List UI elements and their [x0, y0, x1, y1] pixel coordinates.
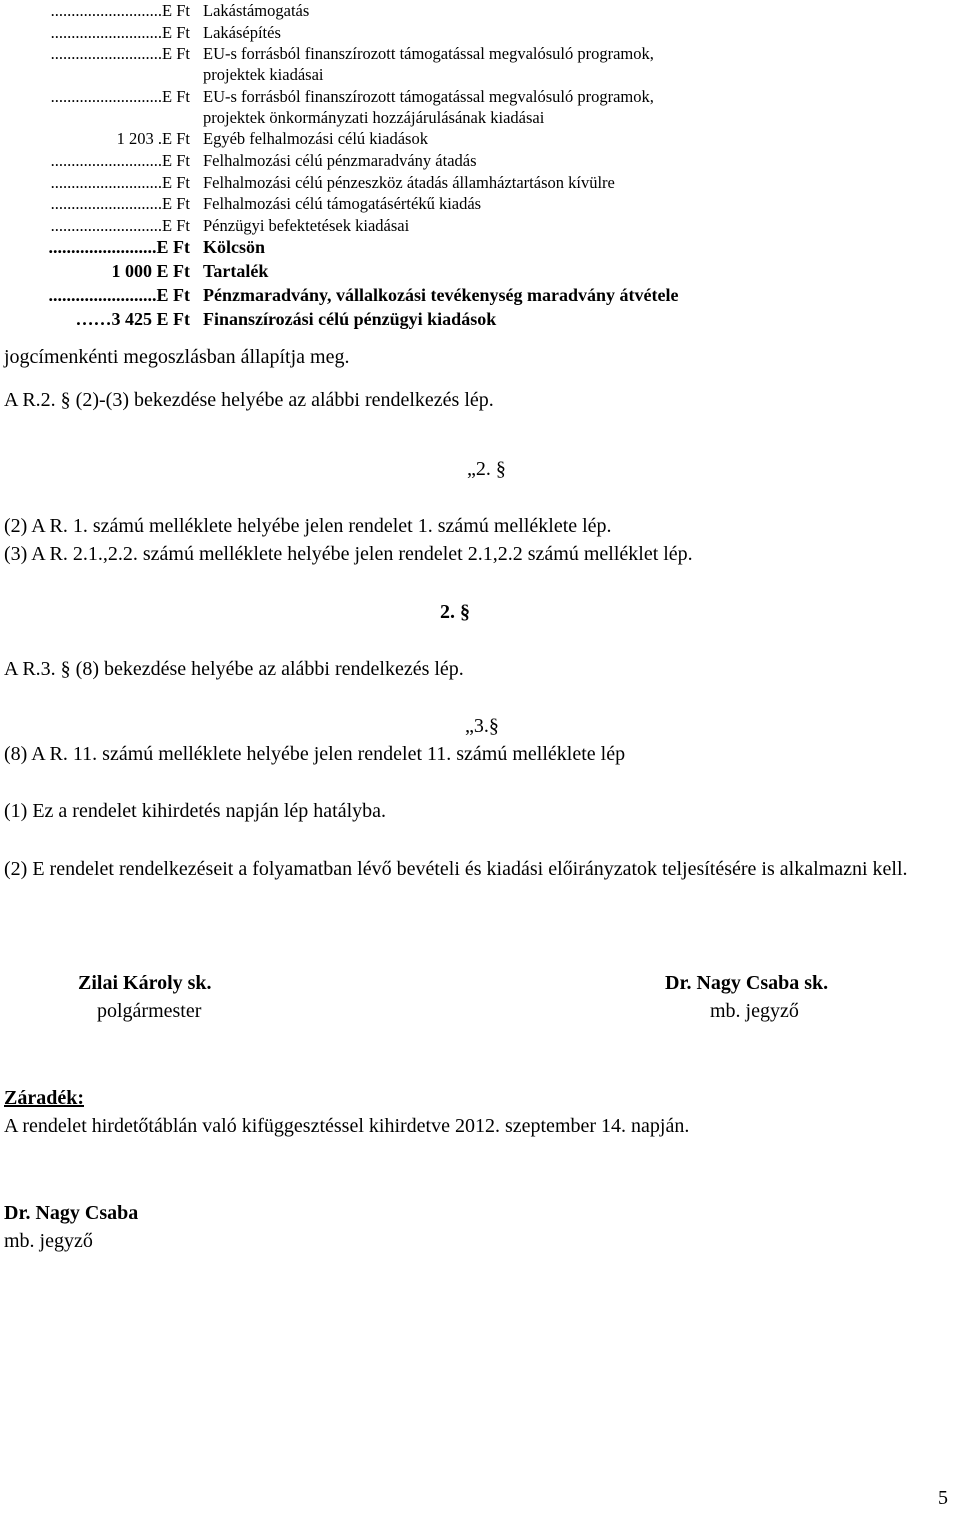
row-label: projektek önkormányzati hozzájárulásának kiadásai	[203, 108, 545, 127]
row-amount: ...........................E Ft	[50, 216, 190, 235]
row-label: Felhalmozási célú pénzmaradvány átadás	[203, 151, 477, 170]
row-label: projektek kiadásai	[203, 65, 324, 84]
row-label: Pénzmaradvány, vállalkozási tevékenység maradvány átvétele	[203, 285, 679, 305]
row-amount: ...........................E Ft	[50, 44, 190, 63]
mayor-title: polgármester	[97, 1000, 202, 1022]
row-amount: ........................E Ft	[48, 237, 190, 257]
section-2-quote: „2. §	[467, 458, 506, 480]
notary-name: Dr. Nagy Csaba sk.	[665, 972, 829, 994]
section-2-heading: 2. §	[440, 601, 470, 623]
row-label: Lakástámogatás	[203, 1, 310, 20]
section-3-quote: „3.§	[465, 715, 499, 737]
row-amount: ...........................E Ft	[50, 151, 190, 170]
row-amount: ……3 425 E Ft	[75, 309, 190, 329]
row-label: Egyéb felhalmozási célú kiadások	[203, 129, 428, 148]
row-label: Pénzügyi befektetések kiadásai	[203, 216, 410, 235]
row-label: Felhalmozási célú támogatásértékű kiadás	[203, 194, 482, 213]
closing-heading: Záradék:	[4, 1087, 84, 1109]
r2-paragraph-3: (3) A R. 2.1.,2.2. számú melléklete helyébe jelen rendelet 2.1,2.2 számú melléklet lép.	[4, 543, 693, 565]
row-amount: 1 203 .E Ft	[116, 129, 190, 148]
mayor-name: Zilai Károly sk.	[78, 972, 212, 994]
row-label: Finanszírozási célú pénzügyi kiadások	[203, 309, 497, 329]
row-amount: ...........................E Ft	[50, 173, 190, 192]
row-amount: ........................E Ft	[48, 285, 190, 305]
row-amount: ...........................E Ft	[50, 87, 190, 106]
row-label: Tartalék	[203, 261, 269, 281]
r2-paragraph-2: (2) A R. 1. számú melléklete helyébe jelen rendelet 1. számú melléklete lép.	[4, 515, 612, 537]
notary-title: mb. jegyző	[710, 1000, 799, 1022]
row-label: Felhalmozási célú pénzeszköz átadás államháztartáson kívülre	[203, 173, 615, 192]
row-amount: ...........................E Ft	[50, 194, 190, 213]
row-label: EU-s forrásból finanszírozott támogatással megvalósuló programok,	[203, 44, 654, 63]
row-label: Lakásépítés	[203, 23, 281, 42]
closing-text: A rendelet hirdetőtáblán való kifüggesztéssel kihirdetve 2012. szeptember 14. napján.	[4, 1115, 690, 1137]
entry-into-force: (1) Ez a rendelet kihirdetés napján lép hatályba.	[4, 800, 387, 822]
closing-signer-title: mb. jegyző	[4, 1230, 93, 1252]
r3-intro: A R.3. § (8) bekezdése helyébe az alábbi rendelkezés lép.	[4, 658, 464, 680]
page-number: 5	[938, 1487, 948, 1509]
row-amount: 1 000 E Ft	[111, 261, 190, 281]
row-label: Kölcsön	[203, 237, 266, 257]
row-amount: ...........................E Ft	[50, 1, 190, 20]
jogcim-text: jogcímenkénti megoszlásban állapítja meg.	[4, 346, 350, 368]
closing-signer-name: Dr. Nagy Csaba	[4, 1202, 139, 1224]
r2-intro: A R.2. § (2)-(3) bekezdése helyébe az alábbi rendelkezés lép.	[4, 389, 494, 411]
row-label: EU-s forrásból finanszírozott támogatással megvalósuló programok,	[203, 87, 654, 106]
application-paragraph: (2) E rendelet rendelkezéseit a folyamatban lévő bevételi és kiadási előirányzatok teljesítésére is alkalmazni kell.	[4, 858, 908, 880]
r3-paragraph-8: (8) A R. 11. számú melléklete helyébe jelen rendelet 11. számú melléklete lép	[4, 743, 626, 765]
row-amount: ...........................E Ft	[50, 23, 190, 42]
